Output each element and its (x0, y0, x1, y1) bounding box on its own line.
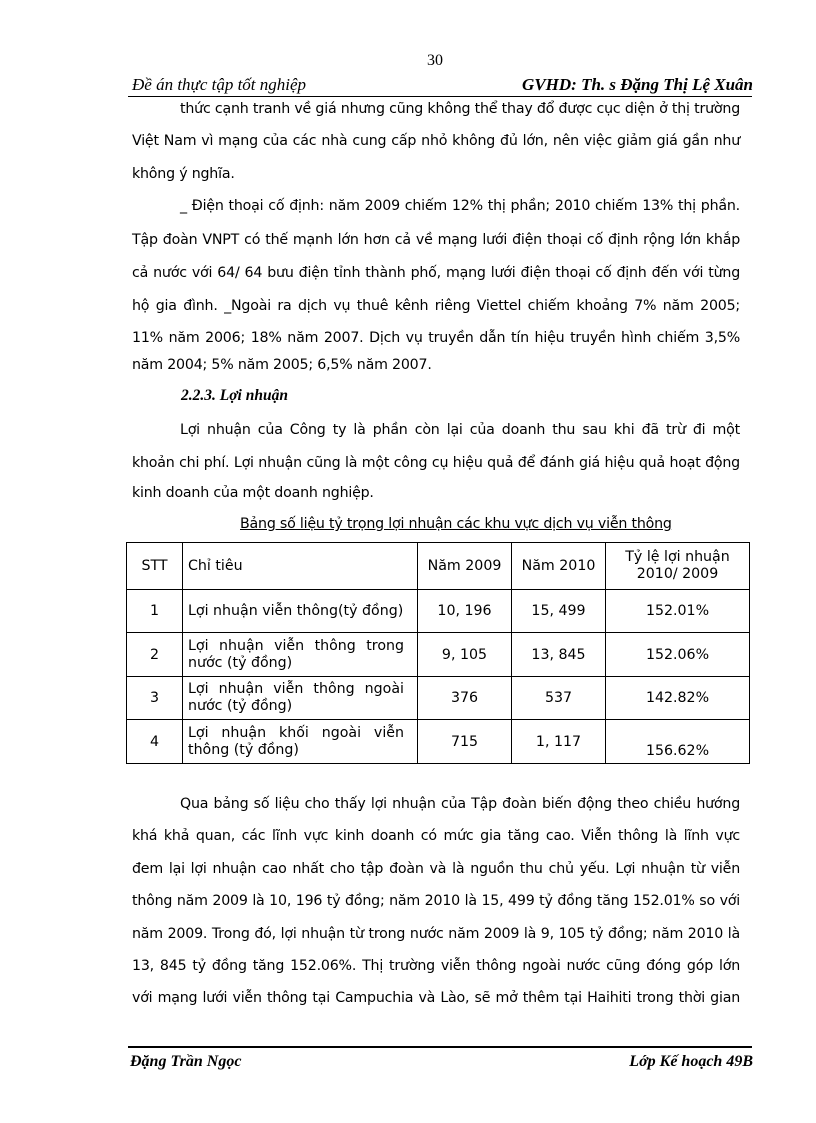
paragraph-line: với mạng lưới viễn thông tại Campuchia và Lào, sẽ mở thêm tại Haihiti trong thời gian (132, 990, 740, 1006)
paragraph-line: đem lại lợi nhuận cao nhất cho tập đoàn và là nguồn thu chủ yếu. Lợi nhuận từ viễn (132, 861, 740, 877)
paragraph-line: _ Điện thoại cố định: năm 2009 chiếm 12% thị phần; 2010 chiếm 13% thị phần. (180, 198, 740, 214)
page-number: 30 (427, 52, 443, 69)
cell-ratio: 152.01% (606, 590, 750, 633)
paragraph-line: năm 2009. Trong đó, lợi nhuận từ trong nước năm 2009 là 9, 105 tỷ đồng; năm 2010 là (132, 926, 740, 942)
paragraph-line: kinh doanh của một doanh nghiệp. (132, 485, 374, 501)
header-ratio (606, 543, 750, 590)
paragraph-line: hộ gia đình. _Ngoài ra dịch vụ thuê kênh riêng Viettel chiếm khoảng 7% năm 2005; (132, 298, 740, 314)
table-row (127, 633, 750, 677)
cell-stt: 1 (127, 590, 183, 633)
header-supervisor: GVHD: Th. s Đặng Thị Lệ Xuân (522, 75, 753, 94)
paragraph-line: năm 2004; 5% năm 2005; 6,5% năm 2007. (132, 357, 432, 373)
cell-ratio: 156.62% (606, 720, 750, 764)
cell-chi-tieu (183, 677, 418, 720)
cell-2010: 537 (512, 677, 606, 720)
cell-2009: 376 (418, 677, 512, 720)
table-header-row (127, 543, 750, 590)
paragraph-line: Qua bảng số liệu cho thấy lợi nhuận của Tập đoàn biến động theo chiều hướng (180, 796, 740, 812)
table-caption: Bảng số liệu tỷ trọng lợi nhuận các khu vực dịch vụ viễn thông (240, 516, 672, 532)
cell-ratio: 142.82% (606, 677, 750, 720)
header-stt: STT (127, 543, 183, 590)
cell-chi-tieu (183, 633, 418, 677)
cell-2009: 10, 196 (418, 590, 512, 633)
footer-class: Lớp Kế hoạch 49B (629, 1053, 753, 1070)
paragraph-line: 13, 845 tỷ đồng tăng 152.06%. Thị trường viễn thông ngoài nước cũng đóng góp lớn (132, 958, 740, 974)
paragraph-line: thông năm 2009 là 10, 196 tỷ đồng; năm 2010 là 15, 499 tỷ đồng tăng 152.01% so với (132, 893, 740, 909)
cell-2010: 13, 845 (512, 633, 606, 677)
cell-chi-tieu (183, 590, 418, 633)
cell-2010: 15, 499 (512, 590, 606, 633)
header-document-title: Đề án thực tập tốt nghiệp (132, 75, 307, 94)
cell-2009: 715 (418, 720, 512, 764)
table-row (127, 590, 750, 633)
cell-2009: 9, 105 (418, 633, 512, 677)
paragraph-line: không ý nghĩa. (132, 166, 235, 182)
paragraph-line: cả nước với 64/ 64 bưu điện tỉnh thành phố, mạng lưới điện thoại cố định đến với từng (132, 265, 740, 281)
paragraph-line: khoản chi phí. Lợi nhuận cũng là một công cụ hiệu quả để đánh giá hiệu quả hoạt động (132, 455, 740, 471)
cell-chi-tieu-text: Lợi nhuận khối ngoài viễn thông (tỷ đồng) (188, 724, 404, 758)
paragraph-line: khá khả quan, các lĩnh vực kinh doanh có mức gia tăng cao. Viễn thông là lĩnh vực (132, 828, 740, 844)
cell-chi-tieu (183, 720, 418, 764)
footer-rule (128, 1046, 752, 1048)
paragraph-line: 11% năm 2006; 18% năm 2007. Dịch vụ truyền dẫn tín hiệu truyền hình chiếm 3,5% (132, 330, 740, 346)
cell-chi-tieu-text: Lợi nhuận viễn thông trong nước (tỷ đồng) (188, 637, 404, 671)
header-rule (128, 96, 752, 97)
cell-ratio: 152.06% (606, 633, 750, 677)
header-2010: Năm 2010 (512, 543, 606, 590)
paragraph-line: Tập đoàn VNPT có thế mạnh lớn hơn cả về mạng lưới điện thoại cố định rộng lớn khắp (132, 232, 740, 248)
section-heading: 2.2.3. Lợi nhuận (181, 387, 288, 404)
table-row (127, 677, 750, 720)
table-row (127, 720, 750, 764)
profit-table (126, 542, 750, 764)
header-ratio-text: Tỷ lệ lợi nhuận 2010/ 2009 (625, 549, 730, 582)
cell-chi-tieu-text: Lợi nhuận viễn thông(tỷ đồng) (188, 602, 404, 619)
cell-stt: 3 (127, 677, 183, 720)
paragraph-line: Việt Nam vì mạng của các nhà cung cấp nhỏ không đủ lớn, nên việc giảm giá gần như (132, 133, 740, 149)
header-2009: Năm 2009 (418, 543, 512, 590)
footer-author: Đặng Trần Ngọc (130, 1053, 242, 1070)
header-chi-tieu: Chỉ tiêu (183, 543, 418, 590)
paragraph-line: thức cạnh tranh về giá nhưng cũng không thể thay đổ được cục diện ở thị trường (180, 101, 740, 117)
cell-2010: 1, 117 (512, 720, 606, 764)
cell-chi-tieu-text: Lợi nhuận viễn thông ngoài nước (tỷ đồng) (188, 681, 404, 714)
paragraph-line: Lợi nhuận của Công ty là phần còn lại của doanh thu sau khi đã trừ đi một (180, 422, 740, 438)
cell-stt: 2 (127, 633, 183, 677)
cell-stt: 4 (127, 720, 183, 764)
